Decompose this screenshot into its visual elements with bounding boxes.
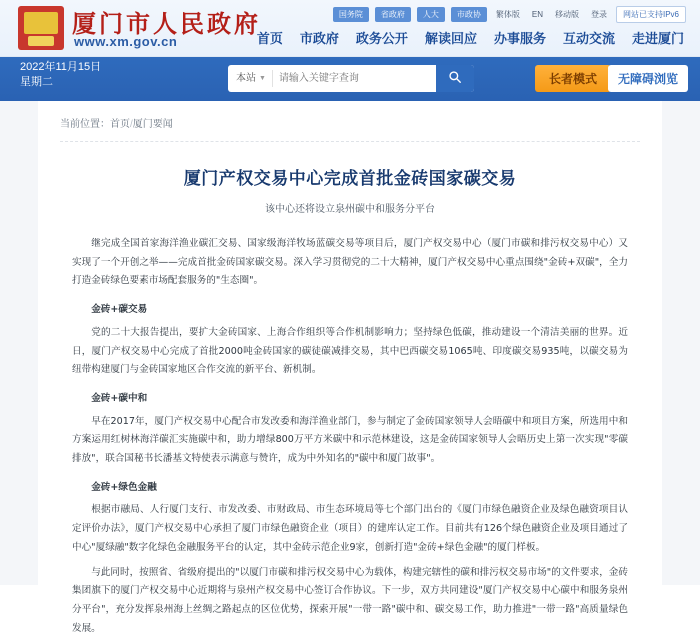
weekday-line: 星期二	[20, 75, 53, 88]
article-paragraph: 与此同时，按照省、省级府提出的"以厦门市碳和排污权交易中心为载体，构建完辖性的碳和排污权交易市场"的文件要求，金砖集团旗下的厦门产权交易中心近期将与泉州产权交易中心签订合作协议。下一步，双方共同建设"厦门产权交易中心碳中和服务泉州分平台"，充分发挥泉州海上丝绸之路起点的区位优势，探索开展"一带一路"碳中和、碳交易工作，助力推进"一带一路"高质量绿色发展。	[72, 566, 628, 634]
search-input[interactable]	[273, 66, 436, 91]
search-box	[228, 65, 474, 92]
main-navigation	[257, 28, 684, 47]
chevron-down-icon: ▼	[259, 75, 266, 82]
utility-link-renda[interactable]: 人大	[417, 7, 445, 22]
article-subheading: 金砖+绿色金融	[91, 481, 157, 493]
current-date	[20, 60, 101, 90]
nav-item-interpretation[interactable]: 解读回应	[424, 31, 477, 46]
nav-item-government[interactable]: 市政府	[299, 31, 339, 46]
search-icon	[448, 70, 462, 87]
site-title: 厦门市人民政府	[72, 10, 261, 38]
nav-item-home[interactable]: 首页	[256, 31, 283, 46]
search-scope-label: 本站	[236, 73, 256, 84]
article-paragraph: 继完成全国首家海洋渔业碳汇交易、国家级海洋牧场蓝碳交易等项目后，厦门产权交易中心（厦门市碳和排污权交易中心）又实现了一个开创之举——完成首批金砖国家碳交易。深入学习贯彻党的二十大精神，厦门产权交易中心重点围绕"金砖+双碳"，全力打造金砖绿色要素市场配套服务的"生态圈"。	[72, 238, 628, 287]
article-subheading: 金砖+碳中和	[91, 392, 148, 404]
site-header	[0, 0, 700, 57]
article-paragraph: 早在2017年，厦门产权交易中心配合市发改委和海洋渔业部门，参与制定了金砖国家领导人会晤碳中和项目方案，所选用中和方案运用红树林海洋碳汇实施碳中和，助力增绿800万平方米碳中和示范林建设，这是金砖国家领导人会晤历史上第一次实现"零碳排放"，联合国秘书长潘基文特使表示满意与赞许，成为中外知名的"碳中和厦门故事"。	[72, 415, 628, 465]
search-scope-selector[interactable]	[228, 70, 273, 87]
nav-item-disclosure[interactable]: 政务公开	[355, 31, 408, 46]
article-card	[38, 101, 662, 634]
utility-link-login[interactable]: 登录	[590, 10, 607, 19]
breadcrumb-prefix: 当前位置：	[60, 119, 110, 130]
breadcrumb-item-xiamen-news[interactable]: 厦门要闻	[132, 119, 173, 130]
article-body	[72, 235, 628, 638]
page-subtitle: 该中心还将设立泉州碳中和服务分平台	[265, 204, 435, 215]
search-button[interactable]	[436, 65, 474, 92]
nav-item-interaction[interactable]: 互动交流	[562, 31, 615, 46]
nav-item-into-xiamen[interactable]: 走进厦门	[631, 31, 684, 46]
page-title: 厦门产权交易中心完成首批金砖国家碳交易	[183, 169, 517, 189]
utility-link-english[interactable]: EN	[531, 10, 543, 19]
nav-item-services[interactable]: 办事服务	[493, 31, 546, 46]
article-paragraph: 根据市融局、人行厦门支行、市发改委、市财政局、市生态环境局等七个部门出台的《厦门市绿色融资企业及绿色融资项目认定评价办法》，厦门产权交易中心承担了厦门市绿色融资企业（项目）的建库认定工作。目前共有126个绿色融资企业及项目通过了中心"厦绿融"数字化绿色金融服务平台的认定，其中金砖示范企业9家，创新打造"金砖+绿色金融"的厦门样板。	[72, 504, 628, 553]
elder-mode-button[interactable]: 长者模式	[535, 65, 611, 92]
utility-link-mobile[interactable]: 移动版	[554, 10, 579, 19]
article-subheading: 金砖+碳交易	[91, 304, 148, 316]
breadcrumb	[38, 101, 662, 130]
accessibility-mode-button[interactable]: 无障碍浏览	[608, 65, 688, 92]
search-band	[0, 57, 700, 101]
utility-links	[333, 6, 686, 23]
utility-link-shizhengxie[interactable]: 市政协	[451, 7, 487, 22]
national-emblem-icon	[18, 6, 64, 50]
breadcrumb-separator: /	[130, 119, 133, 130]
utility-link-traditional[interactable]: 繁体版	[495, 10, 520, 19]
utility-link-shengzhengfu[interactable]: 省政府	[375, 7, 411, 22]
page-body	[0, 101, 700, 634]
ipv6-badge: 网站已支持IPv6	[616, 6, 686, 23]
date-line: 2022年11月15日	[20, 61, 102, 73]
breadcrumb-divider	[60, 141, 640, 142]
article-paragraph: 党的二十大报告提出，要扩大金砖国家、上海合作组织等合作机制影响力；坚持绿色低碳，推动建设一个清洁美丽的世界。近日，厦门产权交易中心完成了首批2000吨金砖国家的碳徒碳减排交易，其中巴西碳交易1065吨、印度碳交易935吨，以碳交易为纽带构建厦门与金砖国家地区合作交流的新平台、新机制。	[72, 326, 629, 376]
breadcrumb-item-home[interactable]: 首页	[110, 119, 130, 130]
utility-link-guowuyuan[interactable]: 国务院	[333, 7, 369, 22]
site-url: www.xm.gov.cn	[74, 34, 178, 49]
